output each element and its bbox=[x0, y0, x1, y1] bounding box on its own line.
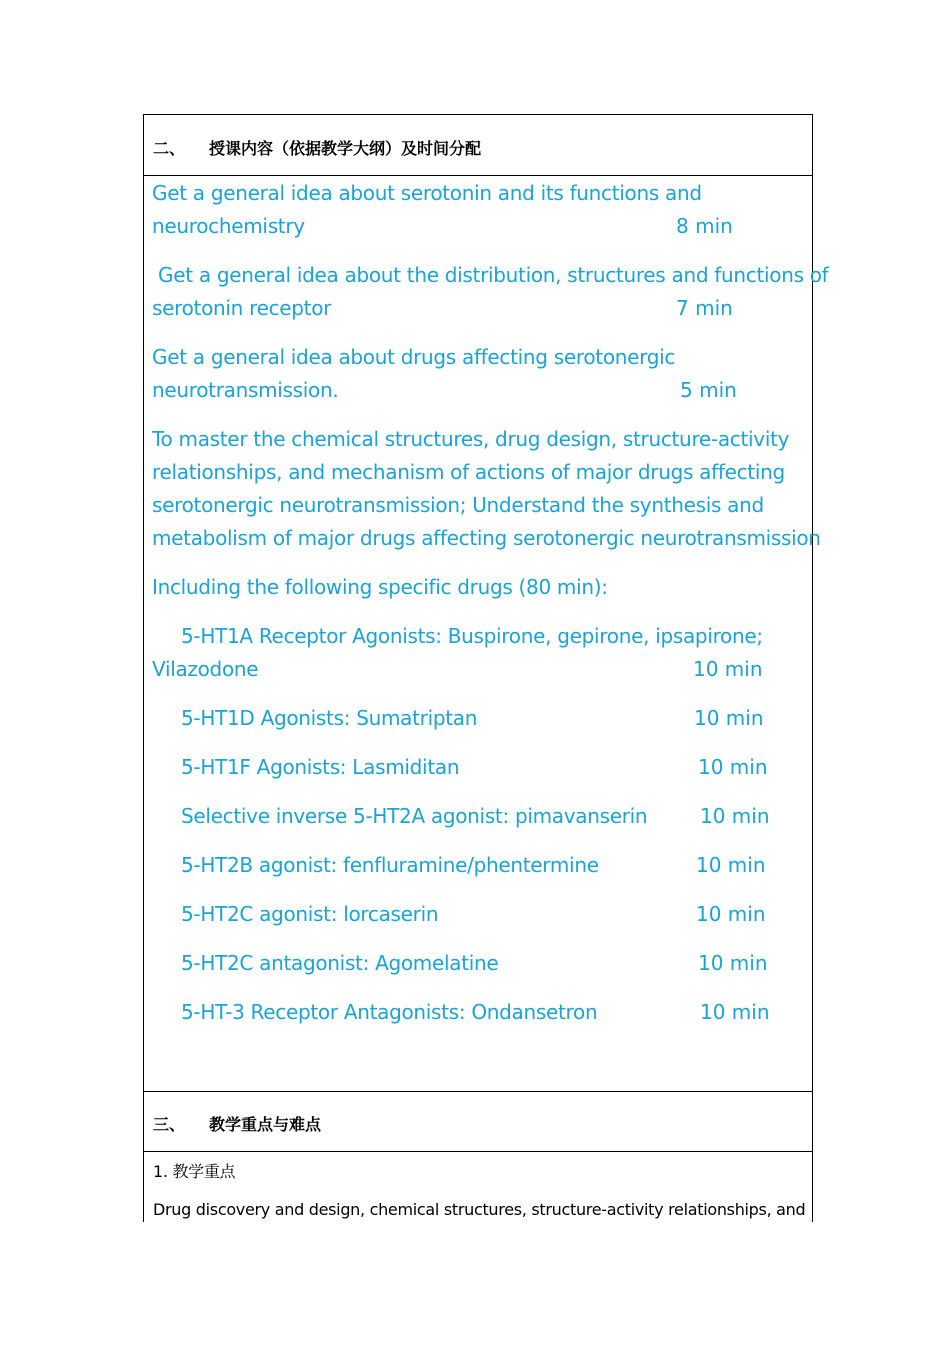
divider bbox=[143, 1151, 813, 1152]
drug-item: 5-HT1D Agonists: Sumatriptan bbox=[181, 706, 478, 730]
section-3-number: 三、 bbox=[153, 1115, 186, 1134]
drug-item: 5-HT2C agonist: lorcaserin bbox=[181, 902, 439, 926]
time-allocation: 10 min bbox=[696, 902, 766, 926]
section-3-title: 教学重点与难点 bbox=[209, 1115, 322, 1134]
drug-item: 5-HT2C antagonist: Agomelatine bbox=[181, 951, 499, 975]
content-line: Get a general idea about drugs affecting serotonergic bbox=[152, 345, 676, 369]
drug-item: 5-HT-3 Receptor Antagonists: Ondansetron bbox=[181, 1000, 598, 1024]
body-text: Drug discovery and design, chemical structures, structure-activity relationships, and bbox=[153, 1200, 806, 1219]
section-3-heading bbox=[153, 1112, 321, 1135]
time-allocation: 10 min bbox=[693, 657, 763, 681]
content-line: relationships, and mechanism of actions of major drugs affecting bbox=[152, 460, 785, 484]
time-allocation: 10 min bbox=[700, 1000, 770, 1024]
time-allocation: 5 min bbox=[680, 378, 737, 402]
time-allocation: 7 min bbox=[676, 296, 733, 320]
content-line: neurochemistry bbox=[152, 214, 305, 238]
content-line: neurotransmission. bbox=[152, 378, 339, 402]
subsection-heading: 1. 教学重点 bbox=[153, 1162, 236, 1181]
drug-item: 5-HT1F Agonists: Lasmiditan bbox=[181, 755, 460, 779]
content-line: serotonin receptor bbox=[152, 296, 332, 320]
time-allocation: 8 min bbox=[676, 214, 733, 238]
content-line: serotonergic neurotransmission; Understand the synthesis and bbox=[152, 493, 764, 517]
time-allocation: 10 min bbox=[694, 706, 764, 730]
drug-item: Selective inverse 5-HT2A agonist: pimavanserin bbox=[181, 804, 648, 828]
section-2-title: 授课内容（依据教学大纲）及时间分配 bbox=[209, 139, 482, 158]
time-allocation: 10 min bbox=[696, 853, 766, 877]
time-allocation: 10 min bbox=[698, 951, 768, 975]
time-allocation: 10 min bbox=[698, 755, 768, 779]
section-2-heading bbox=[153, 136, 481, 159]
time-allocation: 10 min bbox=[700, 804, 770, 828]
section-2-number: 二、 bbox=[153, 139, 186, 158]
content-line: To master the chemical structures, drug design, structure-activity bbox=[152, 427, 790, 451]
divider bbox=[143, 1091, 813, 1092]
content-line: Including the following specific drugs (80 min): bbox=[152, 575, 608, 599]
content-line: metabolism of major drugs affecting serotonergic neurotransmission bbox=[152, 526, 821, 550]
drug-item: 5-HT2B agonist: fenfluramine/phentermine bbox=[181, 853, 599, 877]
content-line: Get a general idea about serotonin and its functions and bbox=[152, 181, 702, 205]
content-line: Get a general idea about the distribution, structures and functions of bbox=[152, 263, 829, 287]
divider bbox=[143, 175, 813, 176]
drug-item: Vilazodone bbox=[152, 657, 259, 681]
drug-item: 5-HT1A Receptor Agonists: Buspirone, gepirone, ipsapirone; bbox=[181, 624, 763, 648]
